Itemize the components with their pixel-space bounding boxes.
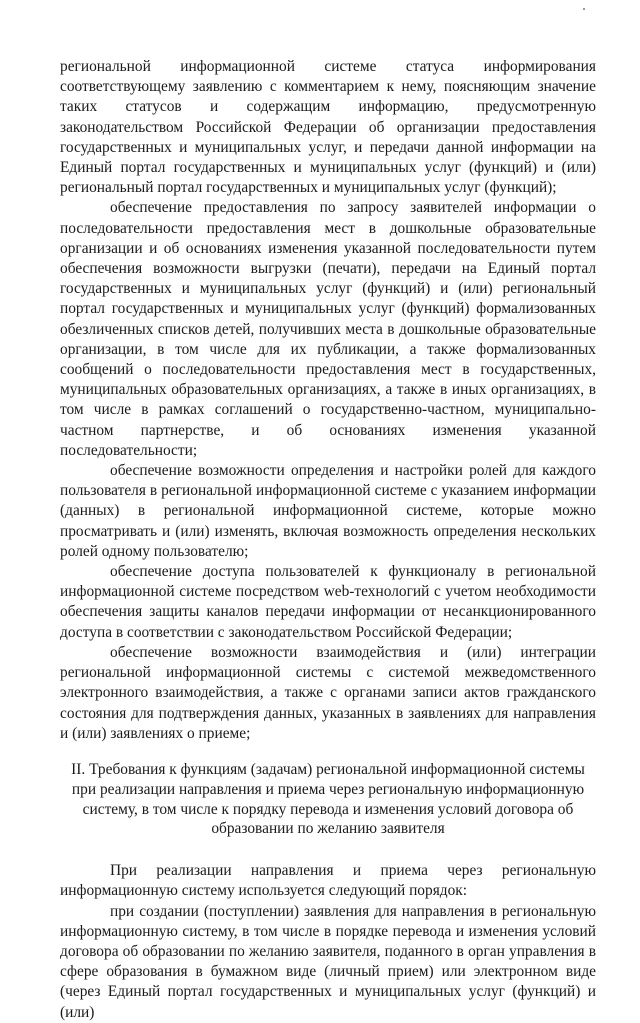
paragraph-application-creation: при создании (поступлении) заявления для направления в региональную информационную систему, в том числе в порядке перевода и изменения условий договора об образовании по желанию заявителя, поданного в орган управления в сфере образования в бумажном виде (личный прием) или электронном виде (через Единый портал государственных и муниципальных услуг (функций) и (или) (60, 902, 596, 1021)
paragraph-queue-information: обеспечение предоставления по запросу заявителей информации о последовательности предоставления мест в дошкольные образовательные организации и об основаниях изменения указанной последовательности путем обеспечения возможности выгрузки (печати), передачи на Единый портал государственных и муниципальных услуг (функций) и (или) региональный портал государственных и муниципальных услуг (функций) формализованных обезличенных списков детей, получивших места в дошкольные образовательные организации, в том числе для их публикации, а также формализованных сообщений о последовательности предоставления мест в государственных, муниципальных образовательных организациях, а также в иных организациях, в том числе в рамках соглашений о государственно-частном, муниципально-частном партнерстве, и об основаниях изменения указанной последовательности; (60, 199, 596, 459)
section-heading: II. Требования к функциям (задачам) региональной информационной системы при реализации направления и приема через региональную информационную систему, в том числе к порядку перевода и изменения условий договора об образовании по желанию заявителя (71, 760, 585, 838)
paragraph-status-informing: региональной информационной системе статуса информирования соответствующему заявлению с комментарием к нему, поясняющим значение таких статусов и содержащим информацию, предусмотренную законодательством Российской Федерации об организации предоставления государственных и муниципальных услуг, и передачи данной информации на Единый портал государственных и муниципальных услуг (функций) и (или) региональный портал государственных и муниципальных услуг (функций); (60, 58, 596, 197)
paragraph-integration: обеспечение возможности взаимодействия и (или) интеграции региональной информационной системы с системой межведомственного электронного взаимодействия, а также с органами записи актов гражданского состояния для подтверждения данных, указанных в заявлениях для направления и (или) заявлениях о приеме; (60, 643, 596, 742)
body-text-bottom (60, 861, 596, 1023)
paragraph-user-roles: обеспечение возможности определения и настройки ролей для каждого пользователя в региональной информационной системе с указанием информации (данных) в региональной информационной системе, которые можно просматривать и (или) изменять, включая возможность определения нескольких ролей одному пользователю; (60, 462, 596, 560)
paragraph-web-access: обеспечение доступа пользователей к функционалу в региональной информационной системе посредством web-технологий с учетом необходимости обеспечения защиты каналов передачи информации от несанкционированного доступа в соответствии с законодательством Российской Федерации; (60, 563, 596, 641)
paragraph-procedure-intro: При реализации направления и приема через региональную информационную систему используется следующий порядок: (60, 862, 596, 900)
body-text-top (60, 57, 596, 744)
scan-speck (583, 8, 585, 10)
